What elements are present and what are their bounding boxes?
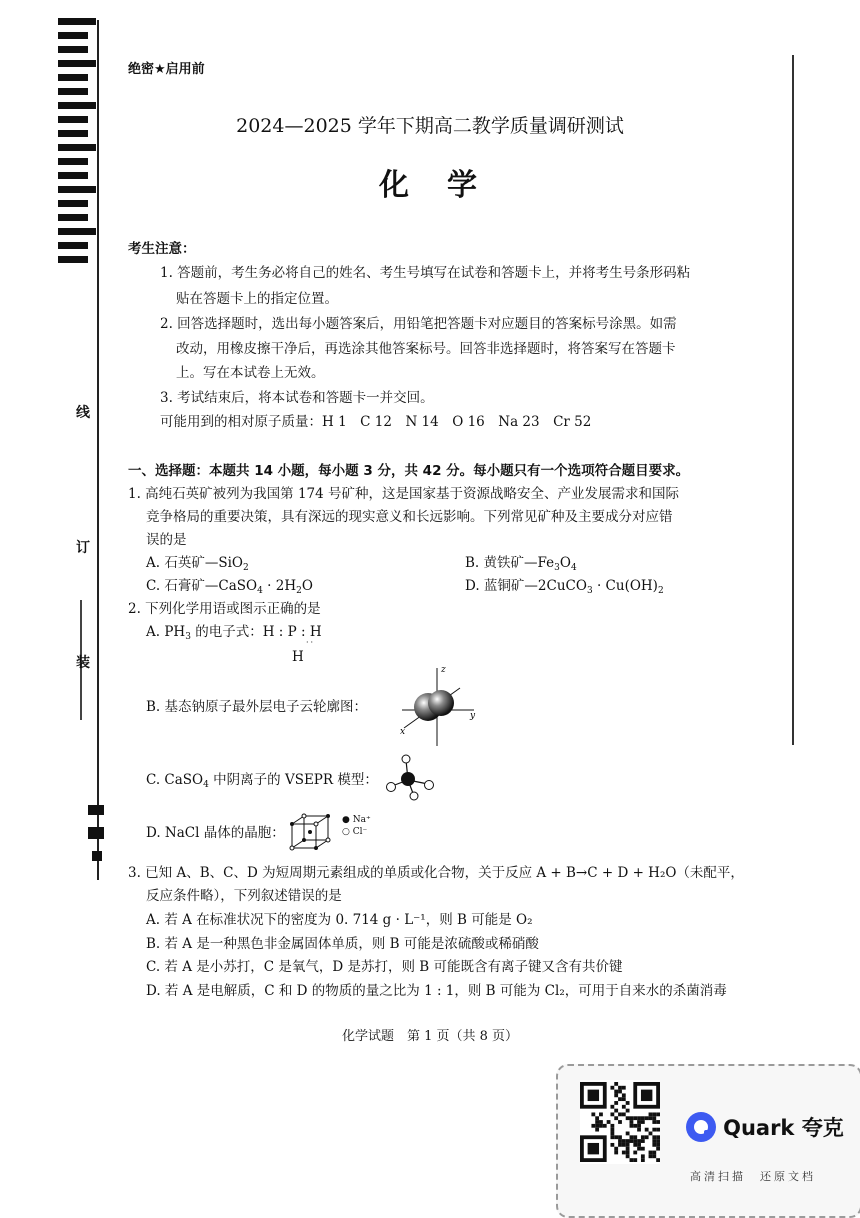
q1-option-d: D. 蓝铜矿—2CuCO$_3$ · $Cu(OH)_2$ [465,578,664,596]
notice-item-2-cont: 改动，用橡皮擦干净后，再选涂其他答案标号。回答非选择题时，将答案写在答题卡 [176,341,676,357]
q2-option-d: D. NaCl 晶体的晶胞： [146,825,285,841]
binding-char-zhuang: 装 [76,655,90,671]
vsepr-tetrahedral-model [384,752,440,802]
notice-item-2-end: 上。写在本试卷上无效。 [176,365,325,381]
quark-brand-text: Quark 夸克 [723,1116,844,1140]
margin-rule-right [792,55,794,745]
q2-option-a-h: H [292,649,304,665]
binding-char-ding: 订 [76,540,90,556]
binding-strip [58,18,98,268]
q3-option-c: C. 若 A 是小苏打，C 是氧气，D 是苏打，则 B 可能既含有离子键又含有共价键 [146,959,623,975]
lone-pair-dots: ·· [306,638,316,647]
atomic-masses: 可能用到的相对原子质量：H 1 C 12 N 14 O 16 Na 23 Cr 52 [160,414,592,430]
q2-option-b: B. 基态钠原子最外层电子云轮廓图： [146,699,368,715]
q3-option-b: B. 若 A 是一种黑色非金属固体单质，则 B 可能是浓硫酸或稀硝酸 [146,936,539,952]
notice-heading: 考生注意： [128,241,196,257]
page-footer: 化学试题 第 1 页（共 8 页） [341,1029,519,1044]
q2-option-c: C. CaSO$_4$ 中阴离子的 VSEPR 模型： [146,772,378,790]
notice-item-1-cont: 贴在答题卡上的指定位置。 [176,291,338,307]
exam-title: 2024—2025 学年下期高二教学质量调研测试 [236,115,624,137]
subject-title: 化 学 [379,168,481,203]
quark-slogan: 高清扫描 还原文档 [690,1170,816,1183]
q3-option-d: D. 若 A 是电解质，C 和 D 的物质的量之比为 1 : 1，则 B 可能为 Cl₂，可用于自来水的杀菌消毒 [146,983,727,999]
q1-stem-cont: 竞争格局的重要决策，具有深远的现实意义和长远影响。下列常见矿种及主要成分对应错 [146,509,673,525]
binding-line [97,20,99,880]
s-orbital-diagram [392,660,482,750]
quark-logo [684,1110,844,1144]
binding-char-line: 线 [76,405,90,421]
q1-option-b: B. 黄铁矿$—Fe_3O_4$ [465,555,577,573]
q1-stem-end: 误的是 [146,532,187,548]
q3-option-a: A. 若 A 在标准状况下的密度为 0. 714 g · L⁻¹，则 B 可能是 O₂ [146,912,533,928]
quark-logo-icon [684,1110,718,1144]
secret-mark: 绝密★启用前 [128,62,205,77]
axis-z-label: z [441,665,446,675]
section-heading: 一、选择题：本题共 14 小题，每小题 3 分，共 42 分。每小题只有一个选项符合题目要求。 [128,463,690,479]
cell-legend-na: ● Na⁺ [342,815,371,825]
q3-stem-cont: 反应条件略），下列叙述错误的是 [146,888,342,904]
q1-stem: 1. 高纯石英矿被列为我国第 174 号矿种，这是国家基于资源战略安全、产业发展需求和国际 [128,486,680,502]
notice-item-1: 1. 答题前，考生务必将自己的姓名、考生号填写在试卷和答题卡上，并将考生号条形码粘 [160,265,691,281]
nacl-unit-cell [288,812,338,852]
q1-option-a: A. 石英矿—SiO$_2$ [146,555,249,573]
axis-x-label: x [400,727,406,737]
scanner-watermark [556,1064,860,1218]
qr-code-icon [580,1080,660,1164]
q2-option-a: A. $PH_3$ 的电子式：H : P : H [146,624,322,642]
axis-y-label: y [470,711,476,721]
q3-stem: 3. 已知 A、B、C、D 为短周期元素组成的单质或化合物，关于反应 A + B→C + D + H₂O（未配平， [128,865,744,881]
notice-item-2: 2. 回答选择题时，选出每小题答案后，用铅笔把答题卡对应题目的答案标号涂黑。如需 [160,316,677,332]
cell-legend-cl: ○ Cl⁻ [342,827,368,837]
q1-option-c: C. 石膏矿—CaSO$_4$ · $2H_2O$ [146,578,313,596]
notice-item-3: 3. 考试结束后，将本试卷和答题卡一并交回。 [160,390,434,406]
q2-stem: 2. 下列化学用语或图示正确的是 [128,601,321,617]
